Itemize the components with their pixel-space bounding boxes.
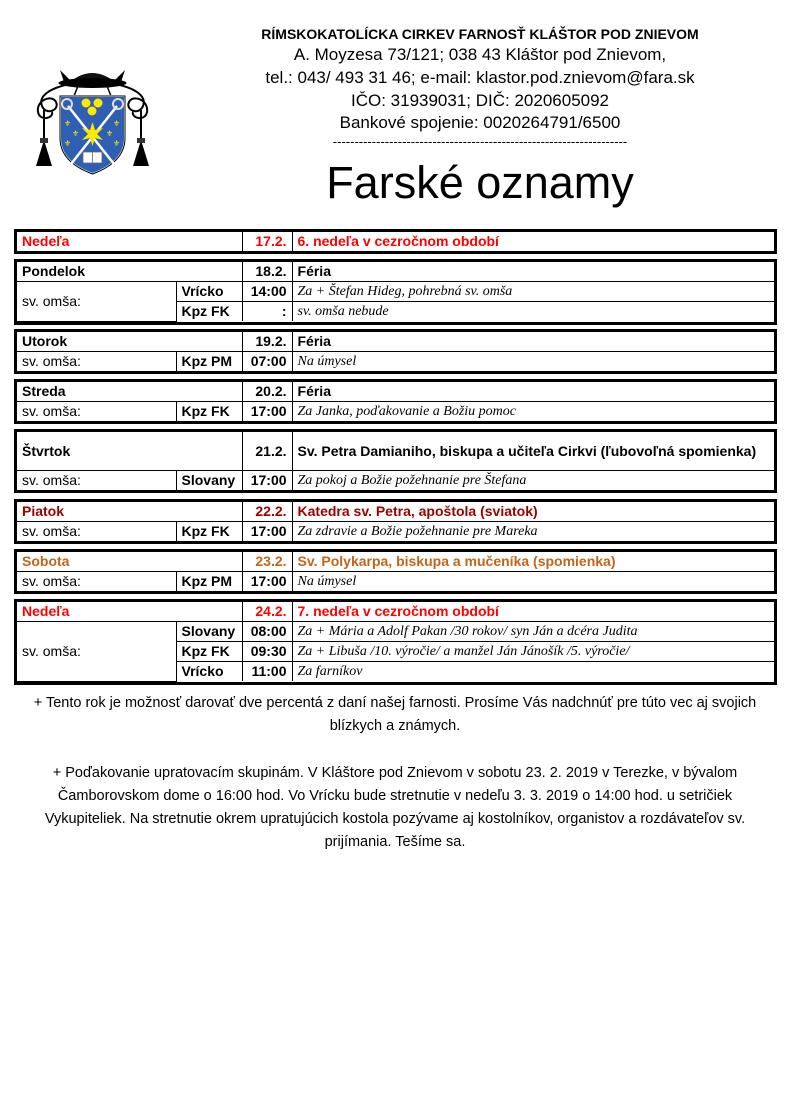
mass-place: Kpz PM — [176, 572, 242, 592]
mass-label: sv. omša: — [17, 352, 176, 372]
day-row — [17, 552, 774, 572]
day-row — [17, 432, 774, 471]
mass-intention: sv. omša nebude — [292, 302, 774, 322]
mass-place: Kpz FK — [176, 642, 242, 662]
day-name: Utorok — [17, 332, 242, 352]
address: A. Moyzesa 73/121; 038 43 Kláštor pod Znievom, — [293, 45, 667, 64]
mass-intention: Za + Štefan Hideg, pohrebná sv. omša — [292, 282, 774, 302]
mass-place: Slovany — [176, 622, 242, 642]
mass-place: Vrícko — [176, 282, 242, 302]
mass-intention: Za + Mária a Adolf Pakan /30 rokov/ syn Ján a dcéra Judita — [292, 622, 774, 642]
announcement-note: + Poďakovanie upratovacím skupinám. V Kláštore pod Znievom v sobotu 23. 2. 2019 v Terezke, v bývalom Čamborovskom dome o 16:00 hod. Vo Vrícku bude stretnutie v nedeľu 3. 3. 2019 o 14:00 hod. u setričiek Vykupiteliek. Na stretnutie okrem upratujúcich kostola pozývame aj kostolníkov, organistov a rozdávateľov sv. prijímania. Tešíme sa. — [44, 765, 746, 850]
day-row — [17, 262, 774, 282]
day-name: Pondelok — [17, 262, 242, 282]
day-date: 17.2. — [242, 232, 292, 251]
mass-intention: Za + Libuša /10. výročie/ a manžel Ján Jánošík /5. výročie/ — [292, 642, 774, 662]
bank-account: Bankové spojenie: 0020264791/6500 — [339, 113, 621, 132]
svg-text:⚜: ⚜ — [72, 129, 80, 138]
mass-row — [17, 352, 774, 372]
mass-time: 17:00 — [242, 402, 292, 422]
day-block — [14, 259, 777, 325]
mass-time: 17:00 — [242, 522, 292, 542]
mass-time: 11:00 — [242, 662, 292, 682]
mass-place: Kpz PM — [176, 352, 242, 372]
svg-text:⚜: ⚜ — [113, 139, 121, 148]
mass-row — [17, 471, 774, 491]
header-divider: -------------------------------------------------------------------- — [332, 134, 628, 149]
day-block — [14, 499, 777, 544]
day-block — [14, 329, 777, 374]
day-date: 21.2. — [242, 432, 292, 471]
parish-coat-of-arms-icon — [30, 66, 155, 178]
liturgical-day: Sv. Polykarpa, biskupa a mučeníka (spomienka) — [292, 552, 774, 572]
liturgical-day: 6. nedeľa v cezročnom období — [292, 232, 774, 251]
day-name: Streda — [17, 382, 242, 402]
mass-time: 17:00 — [242, 471, 292, 491]
day-date: 20.2. — [242, 382, 292, 402]
mass-row — [17, 572, 774, 592]
mass-place: Vrícko — [176, 662, 242, 682]
day-date: 24.2. — [242, 602, 292, 622]
svg-text:⚜: ⚜ — [64, 119, 72, 128]
mass-time: 07:00 — [242, 352, 292, 372]
mass-label: sv. omša: — [17, 572, 176, 592]
day-row — [17, 602, 774, 622]
day-block — [14, 429, 777, 493]
mass-intention: Za pokoj a Božie požehnanie pre Štefana — [292, 471, 774, 491]
mass-row — [17, 622, 774, 642]
mass-place: Slovany — [176, 471, 242, 491]
mass-time: 08:00 — [242, 622, 292, 642]
day-name: Sobota — [17, 552, 242, 572]
announcement-note: + Tento rok je možnosť darovať dve percentá z daní našej farnosti. Prosíme Vás nadchnúť pre túto vec aj svojich blízkych a známych. — [33, 695, 757, 734]
day-row — [17, 332, 774, 352]
mass-label: sv. omša: — [17, 622, 176, 682]
mass-label: sv. omša: — [17, 471, 176, 491]
mass-place: Kpz FK — [176, 402, 242, 422]
liturgical-day: Féria — [292, 332, 774, 352]
day-date: 23.2. — [242, 552, 292, 572]
day-row — [17, 502, 774, 522]
day-date: 22.2. — [242, 502, 292, 522]
mass-label: sv. omša: — [17, 522, 176, 542]
mass-intention: Na úmysel — [292, 572, 774, 592]
liturgical-day: Sv. Petra Damianiho, biskupa a učiteľa Cirkvi (ľubovoľná spomienka) — [292, 432, 774, 471]
mass-time: : — [242, 302, 292, 322]
day-name: Nedeľa — [17, 602, 242, 622]
liturgical-day: 7. nedeľa v cezročnom období — [292, 602, 774, 622]
svg-text:⚜: ⚜ — [106, 129, 114, 138]
mass-place: Kpz FK — [176, 302, 242, 322]
svg-text:⚜: ⚜ — [113, 119, 121, 128]
day-block — [14, 549, 777, 594]
mass-time: 09:30 — [242, 642, 292, 662]
mass-intention: Za farníkov — [292, 662, 774, 682]
organization-name: RÍMSKOKATOLÍCKA CIRKEV FARNOSŤ KLÁŠTOR POD ZNIEVOM — [261, 26, 699, 42]
mass-label: sv. omša: — [17, 402, 176, 422]
day-name: Nedeľa — [17, 232, 242, 251]
day-block — [14, 379, 777, 424]
day-block — [14, 599, 777, 685]
day-block — [14, 229, 777, 254]
mass-time: 17:00 — [242, 572, 292, 592]
liturgical-day: Féria — [292, 262, 774, 282]
liturgical-day: Katedra sv. Petra, apoštola (sviatok) — [292, 502, 774, 522]
liturgical-day: Féria — [292, 382, 774, 402]
day-date: 18.2. — [242, 262, 292, 282]
mass-label: sv. omša: — [17, 282, 176, 322]
day-row — [17, 382, 774, 402]
page-title: Farské oznamy — [326, 157, 634, 208]
mass-time: 14:00 — [242, 282, 292, 302]
day-name: Štvrtok — [17, 432, 242, 471]
mass-intention: Na úmysel — [292, 352, 774, 372]
mass-place: Kpz FK — [176, 522, 242, 542]
mass-row — [17, 402, 774, 422]
mass-intention: Za zdravie a Božie požehnanie pre Mareka — [292, 522, 774, 542]
svg-text:⚜: ⚜ — [64, 139, 72, 148]
mass-row — [17, 282, 774, 302]
day-row — [17, 232, 774, 251]
registration-ids: IČO: 31939031; DIČ: 2020605092 — [350, 91, 610, 110]
contact-line: tel.: 043/ 493 31 46; e-mail: klastor.pod.znievom@fara.sk — [265, 68, 695, 87]
mass-intention: Za Janka, poďakovanie a Božiu pomoc — [292, 402, 774, 422]
day-name: Piatok — [17, 502, 242, 522]
day-date: 19.2. — [242, 332, 292, 352]
mass-row — [17, 522, 774, 542]
